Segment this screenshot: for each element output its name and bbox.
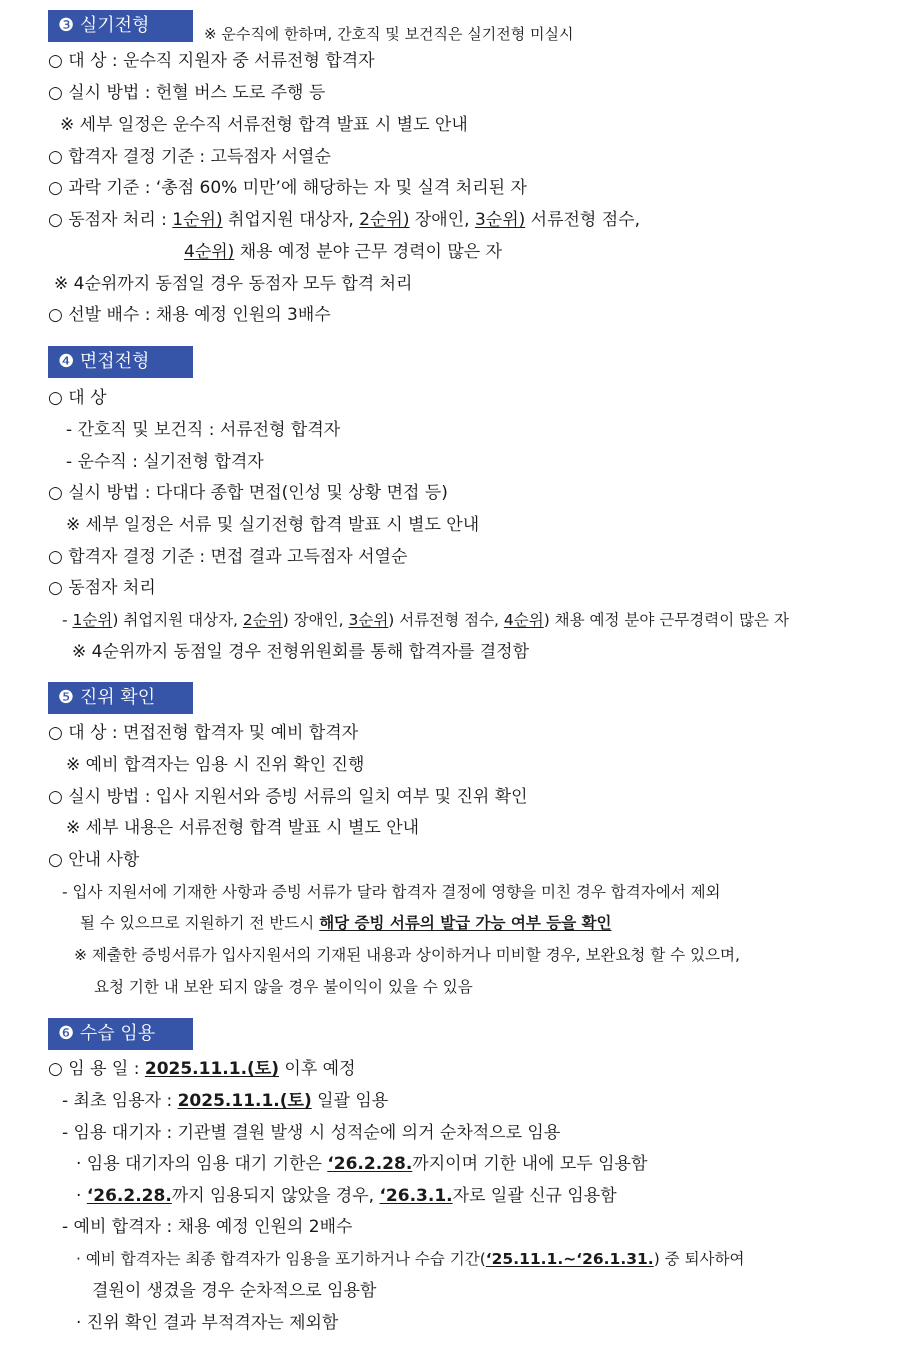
tie-rank-3-text: 서류전형 점수, xyxy=(525,210,640,230)
practical-target: ○ 대 상 : 운수직 지원자 중 서류전형 합격자 xyxy=(48,51,375,71)
tie-rank-4-text: ) 채용 예정 분야 근무경력이 많은 자 xyxy=(543,611,789,629)
section-heading-interview: ❹ 면접전형 xyxy=(48,346,193,378)
interview-target-transport: - 운수직 : 실기전형 합격자 xyxy=(66,452,264,472)
tie-prefix: ○ 동점자 처리 : xyxy=(48,210,173,230)
verification-target: ○ 대 상 : 면접전형 합격자 및 예비 합격자 xyxy=(48,723,359,743)
probation-wait: - 임용 대기자 : 기관별 결원 발생 시 성적순에 의거 순차적으로 임용 xyxy=(62,1123,561,1143)
tie-rank-3: 3순위) xyxy=(474,210,526,230)
tie-rank-2-text: ) 장애인, xyxy=(282,611,349,629)
date-prefix: ○ 임 용 일 : xyxy=(48,1059,145,1079)
reserve-1-value: ‘25.11.1.~‘26.1.31. xyxy=(485,1250,654,1268)
guide-emphasis: 해당 증빙 서류의 발급 가능 여부 등을 확인 xyxy=(319,914,612,932)
tie-rank-4: 4순위 xyxy=(503,611,544,629)
tie-rank-1-text: 취업지원 대상자, xyxy=(222,210,360,230)
verification-guide-line-1: - 입사 지원서에 기재한 사항과 증빙 서류가 달라 합격자 결정에 영향을 미친 경우 합격자에서 제외 xyxy=(62,883,721,901)
first-value: 2025.11.1.(토) xyxy=(177,1091,312,1111)
wait-2-value2: ‘26.3.1. xyxy=(379,1186,453,1206)
tie-rank-3: 3순위 xyxy=(348,611,389,629)
interview-tie: ○ 동점자 처리 xyxy=(48,578,156,598)
practical-fail-criteria: ○ 과락 기준 : ‘총점 60% 미만’에 해당하는 자 및 실격 처리된 자 xyxy=(48,178,527,198)
practical-tie-note: ※ 4순위까지 동점일 경우 동점자 모두 합격 처리 xyxy=(54,274,413,294)
first-suffix: 일괄 임용 xyxy=(311,1091,389,1111)
probation-reserve: - 예비 합격자 : 채용 예정 인원의 2배수 xyxy=(62,1217,353,1237)
practical-criteria: ○ 합격자 결정 기준 : 고득점자 서열순 xyxy=(48,147,331,167)
probation-first xyxy=(62,1090,388,1112)
interview-target: ○ 대 상 xyxy=(48,388,107,408)
date-suffix: 이후 예정 xyxy=(279,1059,356,1079)
practical-method: ○ 실시 방법 : 헌혈 버스 도로 주행 등 xyxy=(48,83,326,103)
tie-rank-1: 1순위 xyxy=(72,611,113,629)
date-value: 2025.11.1.(토) xyxy=(144,1059,279,1079)
wait-2-value: ‘26.2.28. xyxy=(86,1186,172,1206)
interview-schedule-note: ※ 세부 일정은 서류 및 실기전형 합격 발표 시 별도 안내 xyxy=(66,515,480,535)
wait-1-value: ‘26.2.28. xyxy=(327,1154,413,1174)
tie-rank-3-text: ) 서류전형 점수, xyxy=(388,611,504,629)
practical-tie-rule xyxy=(48,209,640,231)
wait-1-prefix: · 임용 대기자의 임용 대기 기한은 xyxy=(76,1154,328,1174)
section-heading-practical-exam: ❸ 실기전형 xyxy=(48,10,193,42)
guide-text: 될 수 있으므로 지원하기 전 반드시 xyxy=(80,914,320,932)
probation-wait-2 xyxy=(76,1185,617,1207)
interview-tie-note: ※ 4순위까지 동점일 경우 전형위원회를 통해 합격자를 결정함 xyxy=(72,642,530,662)
wait-1-suffix: 까지이며 기한 내에 모두 임용함 xyxy=(412,1154,648,1174)
tie-rank-2: 2순위 xyxy=(242,611,283,629)
tie-rank-1-text: ) 취업지원 대상자, xyxy=(112,611,243,629)
probation-wait-1 xyxy=(76,1153,647,1175)
tie-prefix: - xyxy=(62,611,73,629)
verification-guide-note-1: ※ 제출한 증빙서류가 입사지원서의 기재된 내용과 상이하거나 미비할 경우, 보완요청 할 수 있으며, xyxy=(74,946,740,964)
probation-reserve-1 xyxy=(76,1248,744,1270)
verification-target-note: ※ 예비 합격자는 임용 시 진위 확인 진행 xyxy=(66,755,365,775)
verification-method: ○ 실시 방법 : 입사 지원서와 증빙 서류의 일치 여부 및 진위 확인 xyxy=(48,787,528,807)
interview-method: ○ 실시 방법 : 다대다 종합 면접(인성 및 상황 면접 등) xyxy=(48,483,448,503)
tie-rank-4-text: 채용 예정 분야 근무 경력이 많은 자 xyxy=(234,242,503,262)
verification-method-note: ※ 세부 내용은 서류전형 합격 발표 시 별도 안내 xyxy=(66,818,420,838)
reserve-1-suffix: ) 중 퇴사하여 xyxy=(653,1250,745,1268)
verification-guide-note-2: 요청 기한 내 보완 되지 않을 경우 불이익이 있을 수 있음 xyxy=(94,978,473,996)
probation-reserve-1b: 결원이 생겼을 경우 순차적으로 임용함 xyxy=(92,1281,377,1301)
reserve-1-prefix: · 예비 합격자는 최종 합격자가 임용을 포기하거나 수습 기간( xyxy=(76,1250,486,1268)
wait-2-mid: 까지 임용되지 않았을 경우, xyxy=(171,1186,380,1206)
probation-date xyxy=(48,1058,356,1080)
practical-tie-rule-cont xyxy=(184,241,502,263)
interview-tie-ranks xyxy=(62,609,789,631)
practical-ratio: ○ 선발 배수 : 채용 예정 인원의 3배수 xyxy=(48,305,331,325)
practical-schedule-note: ※ 세부 일정은 운수직 서류전형 합격 발표 시 별도 안내 xyxy=(60,115,468,135)
wait-2-suffix: 자로 일괄 신규 임용함 xyxy=(452,1186,617,1206)
verification-guide: ○ 안내 사항 xyxy=(48,850,140,870)
section-heading-verification: ❺ 진위 확인 xyxy=(48,682,193,714)
tie-rank-2: 2순위) xyxy=(359,210,410,230)
first-prefix: - 최초 임용자 : xyxy=(62,1091,178,1111)
interview-criteria: ○ 합격자 결정 기준 : 면접 결과 고득점자 서열순 xyxy=(48,547,408,567)
practical-exam-note: ※ 운수직에 한하며, 간호직 및 보건직은 실기전형 미실시 xyxy=(204,25,574,43)
tie-rank-1: 1순위) xyxy=(172,210,223,230)
verification-guide-line-2 xyxy=(80,912,612,934)
interview-target-nurse: - 간호직 및 보건직 : 서류전형 합격자 xyxy=(66,420,341,440)
probation-reserve-2: · 진위 확인 결과 부적격자는 제외함 xyxy=(76,1313,339,1333)
tie-rank-2-text: 장애인, xyxy=(409,210,475,230)
tie-rank-4: 4순위) xyxy=(184,242,235,262)
wait-2-prefix: · xyxy=(76,1186,87,1206)
section-heading-probation: ❻ 수습 임용 xyxy=(48,1018,193,1050)
